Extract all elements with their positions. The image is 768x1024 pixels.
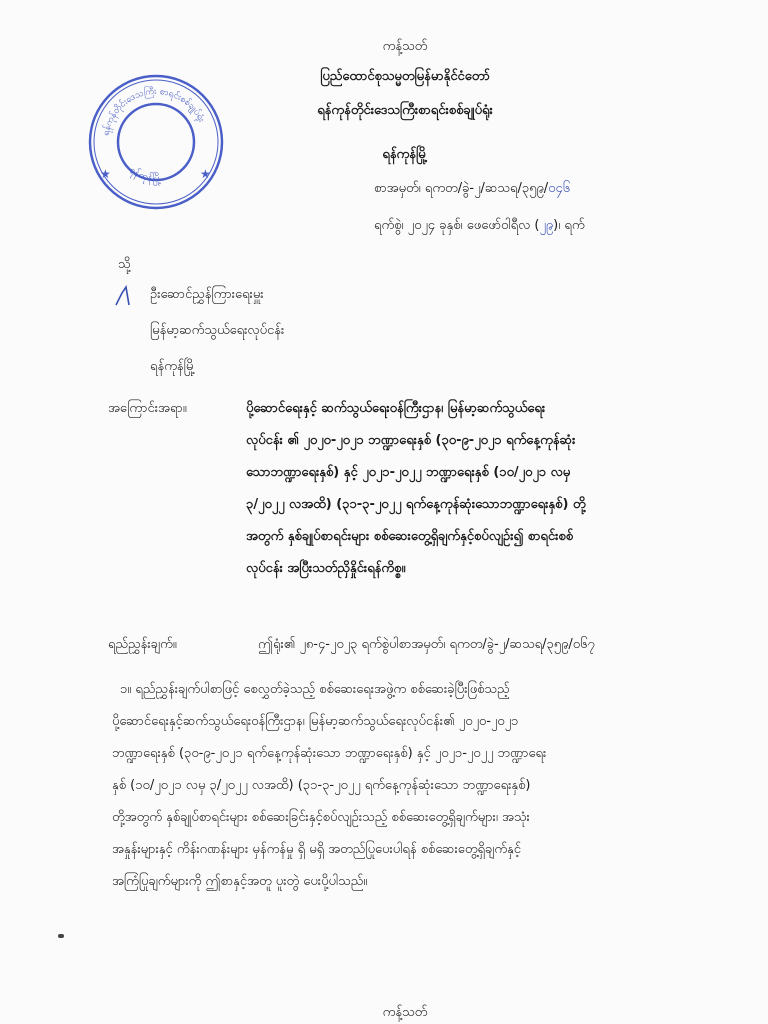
- recipient-to: သို့: [118, 257, 131, 272]
- city-name: ရန်ကုန်မြို့: [382, 147, 428, 162]
- recipient-city: ရန်ကုန်မြို့: [150, 359, 196, 374]
- body-line: နှစ် (၁၀/၂၀၂၁ လမှ ၃/၂၀၂၂ လအထိ) (၃၁-၃-၂၀၂၂ ရက်နေ့ကုန်ဆုံးသော ဘဏ္ဍာရေးနှစ်): [112, 778, 531, 793]
- svg-text:★: ★: [100, 167, 111, 181]
- body-line: ၁။ ရည်ညွှန်းချက်ပါစာဖြင့် စေလွှတ်ခဲ့သည့် စစ်ဆေးရေးအဖွဲ့က စစ်ဆေးခဲ့ပြီးဖြစ်သည့်: [120, 682, 510, 697]
- reference-text: ဤရုံး၏ ၂၈-၄-၂၀၂၃ ရက်စွဲပါစာအမှတ်၊ ရကတ/ခွဲ-၂/ဆသရ/၃၅၉/၀၆၇: [258, 637, 595, 652]
- country-name: ပြည်ထောင်စုသမ္မတမြန်မာနိုင်ငံတော်: [320, 69, 490, 84]
- letter-date-suffix: )၊ ရက်: [553, 218, 585, 233]
- svg-text:ရန်ကုန်မြို့: ရန်ကုန်မြို့: [126, 164, 162, 185]
- letter-number-text: စာအမှတ်၊ ရကတ/ခွဲ-၂/ဆသရ/၃၅၉/: [374, 181, 549, 196]
- recipient-department: မြန်မာ့ဆက်သွယ်ရေးလုပ်ငန်း: [150, 323, 285, 338]
- handwritten-check-icon: [114, 283, 134, 309]
- letter-date-handwritten: ၂၉: [539, 218, 554, 233]
- body-line: အကြံပြုချက်များကို ဤစာနှင့်အတူ ပူးတွဲ ပေးပို့ပါသည်။: [112, 874, 368, 889]
- subject-text: [246, 393, 726, 585]
- ink-mark: [58, 934, 64, 938]
- reference-label: ရည်ညွှန်းချက်။: [108, 637, 177, 652]
- subject-line: လုပ်ငန်း ၏ ၂၀၂၀-၂၀၂၁ ဘဏ္ဍာရေးနှစ် (၃၀-၉-၂၀၂၁ ရက်နေ့ကုန်ဆုံး: [246, 433, 576, 448]
- letter-number-handwritten: ၀၄၆: [548, 181, 571, 196]
- subject-label: အကြောင်းအရာ။: [108, 401, 187, 416]
- letter-number: [374, 180, 570, 198]
- body-line: ပို့ဆောင်ရေးနှင့်ဆက်သွယ်ရေးဝန်ကြီးဌာန၊ မြန်မာ့ဆက်သွယ်ရေးလုပ်ငန်း၏ ၂၀၂၀-၂၀၂၁: [112, 714, 519, 729]
- body-line: အနှုန်းများနှင့် ကိန်းဂဏန်းများ မှန်ကန်မှု ရှိ မရှိ အတည်ပြုပေးပါရန် စစ်ဆေးတွေ့ရှိချက်နှင့်: [112, 842, 521, 857]
- subject-line: သောဘဏ္ဍာရေးနှစ်) နှင့် ၂၀၂၁-၂၀၂၂ ဘဏ္ဍာရေးနှစ် (၁၀/၂၀၂၁ လမှ: [246, 465, 571, 480]
- body-line: တို့အတွက် နှစ်ချုပ်စာရင်းများ စစ်ဆေးခြင်းနှင့်စပ်လျဉ်းသည့် စစ်ဆေးတွေ့ရှိချက်များ၊ အသုံး: [112, 810, 530, 825]
- letter-date-prefix: ရက်စွဲ၊ ၂၀၂၄ ခုနှစ်၊ ဖေဖော်ဝါရီလ (: [374, 218, 540, 233]
- office-stamp: [86, 72, 226, 212]
- subject-line: လုပ်ငန်း အပြီးသတ်ညှိနှိုင်းရန်ကိစ္စ။: [246, 561, 406, 576]
- subject-line: ၃/၂၀၂၂ လအထိ) (၃၁-၃-၂၀၂၂ ရက်နေ့ကုန်ဆုံးသောဘဏ္ဍာရေးနှစ်) တို့: [246, 497, 586, 512]
- body-paragraph: [112, 674, 732, 898]
- office-name: ရန်ကုန်တိုင်းဒေသကြီးစာရင်းစစ်ချုပ်ရုံး: [317, 103, 493, 118]
- letter-date: [374, 217, 585, 235]
- svg-text:ရန်ကုန်တိုင်းဒေသကြီး စာရင်းစစ်: ရန်ကုန်တိုင်းဒေသကြီး စာရင်းစစ်ချုပ်ရုံး: [101, 86, 207, 137]
- body-line: ဘဏ္ဍာရေးနှစ် (၃၀-၉-၂၀၂၁ ရက်နေ့ကုန်ဆုံးသော ဘဏ္ဍာရေးနှစ်) နှင့် ၂၀၂၁-၂၀၂၂ ဘဏ္ဍာရေး: [112, 746, 547, 761]
- stamp-seal-icon: [86, 72, 226, 212]
- classification-bottom: ကန့်သတ်: [382, 1005, 428, 1020]
- recipient-title: ဦးဆောင်ညွှန်ကြားရေးမှူး: [150, 287, 264, 302]
- subject-line: အတွက် နှစ်ချုပ်စာရင်းများ စစ်ဆေးတွေ့ရှိချက်နှင့်စပ်လျဉ်း၍ စာရင်းစစ်: [246, 529, 574, 544]
- subject-line: ပို့ဆောင်ရေးနှင့် ဆက်သွယ်ရေးဝန်ကြီးဌာန၊ မြန်မာ့ဆက်သွယ်ရေး: [246, 401, 546, 416]
- svg-text:★: ★: [200, 167, 211, 181]
- classification-top: ကန့်သတ်: [382, 39, 428, 54]
